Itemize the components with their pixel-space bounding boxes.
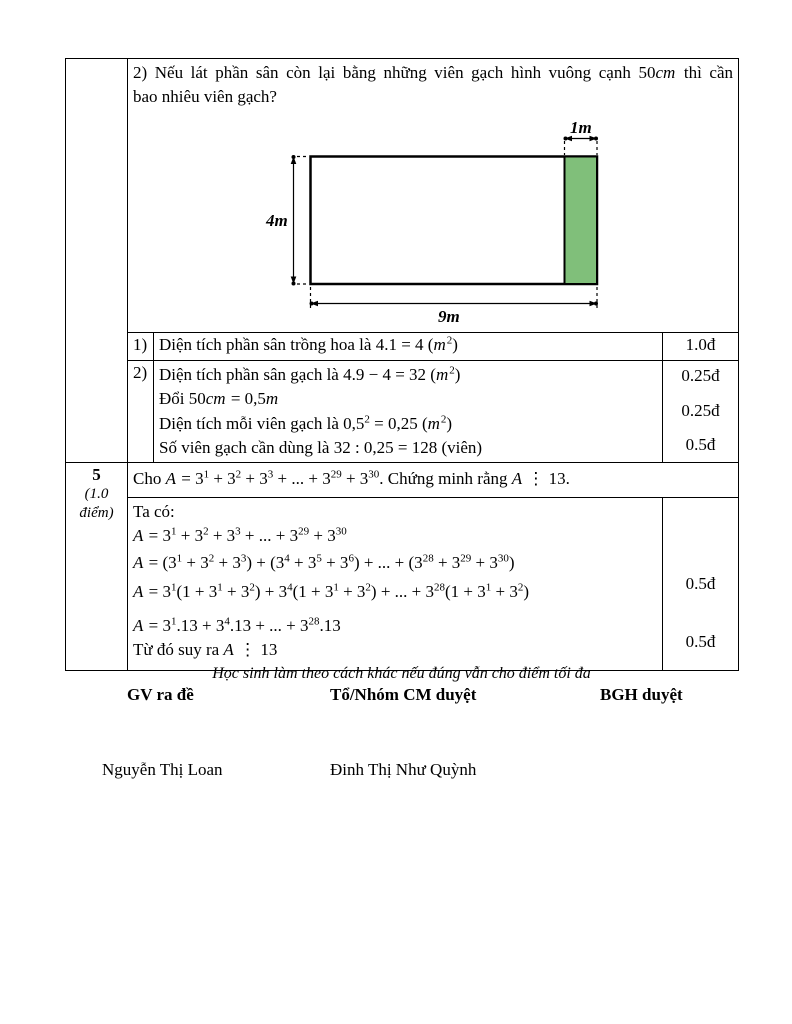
answer-line [159, 387, 657, 411]
answer-math: 32 : 0,25 = 128 (viên) [333, 438, 483, 457]
statement-text: 2) Nếu lát phần sân còn lại bằng những viên gạch hình vuông cạnh [133, 63, 631, 82]
signature-title-bgh: BGH duyệt [600, 685, 683, 704]
statement-text: . Chứng minh rằng [379, 469, 508, 488]
signature-name-to-nhom: Đinh Thị Như Quỳnh [330, 760, 477, 779]
dim-dot [594, 137, 598, 141]
table-row [66, 361, 739, 463]
garden-rectangle [311, 157, 598, 285]
answer-math: 50cm = 0,5m [188, 389, 279, 408]
solution-equation: $A = 3^1(1 + 3^1 + 3^2) + 3^4(1 + 3^1 + 3^2)$ + ... + $3^{28}(1 + 3^1 + 3^2)$ [133, 581, 530, 601]
statement-math: $A = 3^1 + 3^2 + 3^3$ + ... + $3^{29} + 3^{30}$ [165, 468, 380, 488]
signature-name-gv: Nguyễn Thị Loan [102, 760, 223, 779]
problem5-points-cell [663, 498, 739, 671]
table-row [66, 463, 739, 498]
problem2-statement-line1 [133, 61, 733, 85]
answer-math: 4.1 = 4 $(m^2)$ [375, 334, 458, 354]
answer-text: Diện tích mỗi viên gạch là [159, 414, 339, 433]
question-number-column-empty-cell [66, 59, 128, 463]
answer1-number: 1) [128, 333, 154, 361]
problem2-statement-line2: bao nhiêu viên gạch? [133, 87, 277, 106]
height-dimension [294, 157, 310, 285]
problem-points-note: điểm) [79, 505, 114, 521]
dim-dot [564, 137, 568, 141]
solution-equation: $A = 3^1.13 + 3^4.13$ + ... + $3^{28}.13$ [133, 615, 341, 635]
statement-text: thì cần [683, 63, 734, 82]
dim-dot [292, 282, 296, 286]
signature-title-gv: GV ra đề [127, 685, 194, 704]
table-row [66, 59, 739, 333]
table-row [66, 498, 739, 671]
strip-dimension [565, 139, 598, 156]
statement-text: Cho [133, 469, 162, 488]
solution-math: A ⋮ 13 [223, 640, 278, 659]
statement-math: A ⋮ 13 [511, 469, 566, 488]
problem-number: 5 [92, 465, 101, 484]
problem5-label-cell [66, 463, 128, 671]
answer-text: Diện tích phần sân trồng hoa là [159, 335, 372, 354]
signature-title-to-nhom: Tổ/Nhóm CM duyệt [330, 685, 477, 704]
problem5-solution-cell [128, 498, 663, 671]
answer-line [159, 436, 657, 460]
grading-note: Học sinh làm theo cách khác nếu đúng vẫn cho điểm tối đa [212, 665, 591, 682]
answer-line [159, 363, 657, 387]
flower-strip-rect [565, 157, 598, 285]
dim-dot [594, 302, 598, 306]
table-row [66, 333, 739, 361]
answer2-number: 2) [128, 361, 154, 463]
answer2-points-cell [663, 361, 739, 463]
dim-dot [292, 155, 296, 159]
statement-math: 50cm [638, 63, 676, 82]
answer1-cell [154, 333, 663, 361]
strip-label: 1m [570, 118, 592, 137]
answer-math: 4.9 − 4 = 32 $(m^2)$ [343, 364, 461, 384]
problem5-statement-cell [128, 463, 739, 498]
problem-points-note: (1.0 [84, 486, 109, 502]
answer-text: Số viên gạch cần dùng là [159, 438, 330, 457]
answer-line [159, 412, 657, 436]
answer-text: Đổi [159, 389, 185, 408]
problem2-statement-cell [128, 59, 739, 333]
solution-conclusion [133, 638, 657, 662]
solution-text: Từ đó suy ra [133, 640, 220, 659]
points-value: 0.5đ [685, 632, 716, 651]
points-value: 0.25đ [681, 400, 720, 420]
grading-table [65, 58, 739, 671]
statement-text: . [565, 469, 570, 488]
dim-dot [310, 302, 314, 306]
solution-equation: $A = (3^1 + 3^2 + 3^3) + (3^4 + 3^5 + 3^6)$ + ... + $(3^{28} + 3^{29} + 3^{30})$ [133, 552, 515, 572]
height-label: 4m [266, 211, 288, 230]
answer1-points: 1.0đ [663, 333, 739, 361]
points-value: 0.5đ [685, 435, 716, 454]
answer-math: $0,5^2 = 0,25$ $(m^2)$ [343, 413, 453, 433]
width-label: 9m [438, 307, 460, 326]
answer2-cell [154, 361, 663, 463]
answer-text: Diện tích phần sân gạch là [159, 365, 339, 384]
solution-intro: Ta có: [133, 502, 175, 521]
points-value: 0.5đ [685, 574, 716, 593]
points-value: 0.25đ [681, 366, 720, 385]
solution-equation: $A = 3^1 + 3^2 + 3^3$ + ... + $3^{29} + 3^{30}$ [133, 525, 347, 545]
